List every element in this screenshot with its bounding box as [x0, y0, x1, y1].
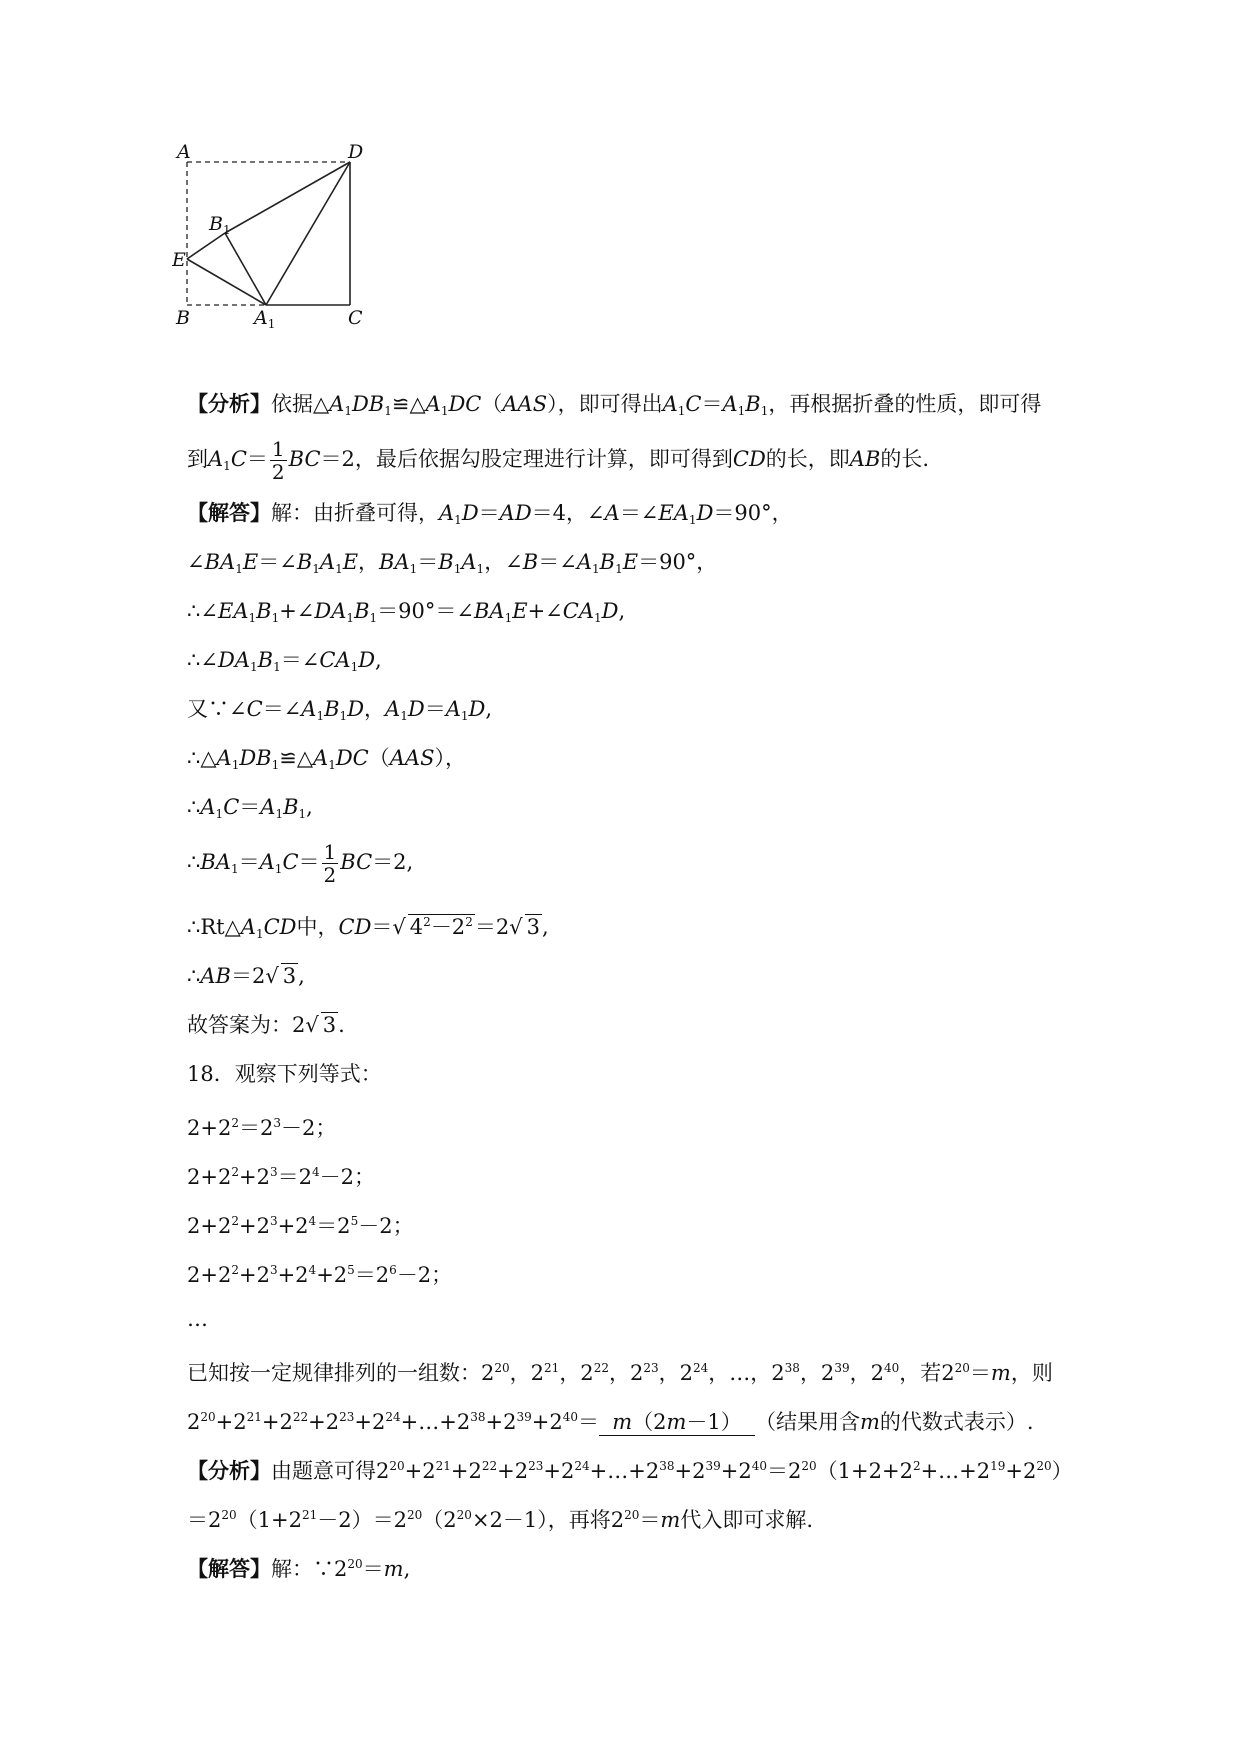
- analysis-tag: 【分析】: [187, 1459, 271, 1483]
- solution-line-6: $\therefore\triangle A_1DB_1≌\triangle A_1DC(AAS)$，: [187, 746, 466, 772]
- analysis-line-2: 到$A_1C=$ $\frac{1}{2}$ BC＝2，最后依据勾股定理进行计算，即可得到CD的长，即AB的长.: [187, 437, 930, 484]
- equation-3: $2+2^2+2^3+2^4=2^5-2$；: [187, 1214, 414, 1238]
- label-c: C: [348, 307, 363, 329]
- solution-line-7: $\therefore A_1C=A_1B_1$,: [187, 795, 313, 821]
- sqrt-three: √ 3: [305, 1013, 337, 1037]
- known-sequence-line: 已知按一定规律排列的一组数：$2^{20}$，$2^{21}$，$2^{22}$，$2^{23}$，$2^{24}$，…，$2^{38}$，$2^{39}$，$2^{40}$，若$2^{20}=m$，则: [187, 1361, 1053, 1385]
- fraction-one-half: $\frac{1}{2}$: [323, 840, 337, 887]
- sqrt-three: √ 3: [265, 964, 297, 988]
- ellipsis-line: …: [187, 1307, 208, 1331]
- edge-b1a1: [225, 233, 266, 305]
- fold-line-ea1: [187, 259, 266, 305]
- equation-2: $2+2^2+2^3=2^4-2$；: [187, 1165, 375, 1189]
- fold-line-da1: [266, 162, 350, 305]
- edge-db1: [225, 162, 350, 233]
- analysis-18-line-2: $=2^{20}(1+2^{21}-2)=2^{20}(2^{20}\times 2-1)$，再将$2^{20}=m$代入即可求解.: [187, 1508, 814, 1532]
- equation-1: $2+2^2=2^3-2$；: [187, 1116, 337, 1140]
- sqrt-expression: √ $4^2-2^2$: [392, 915, 473, 939]
- answer-line: 故答案为：2√ 3.: [187, 1001, 1087, 1050]
- solution-18-line-1: 【解答】解：$\because 2^{20}=m$,: [187, 1557, 411, 1581]
- analysis-18-line-1: 【分析】由题意可得$2^{20}+2^{21}+2^{22}+2^{23}+2^{24}+\dots+2^{38}+2^{39}+2^{40}=2^{20}(1+2+2^2+\dots+2^{19}+2^{20})$: [187, 1459, 1073, 1483]
- geometry-figure: [172, 138, 382, 368]
- edge-eb1: [187, 233, 225, 259]
- sqrt-three: √ 3: [509, 915, 540, 939]
- document-body: [187, 380, 1087, 1589]
- solution-line-5: 又$\because\angle C=\angle A_1B_1D$，$A_1D=A_1D$,: [187, 697, 493, 723]
- sum-answer-line: $2^{20}+2^{21}+2^{22}+2^{23}+2^{24}+\dots+2^{38}+2^{39}+2^{40}= m(2m-1)$ （结果用含m的代数式表示）.: [187, 1410, 1034, 1434]
- equation-4: $2+2^2+2^3+2^4+2^5=2^6-2$；: [187, 1263, 453, 1287]
- solution-line-3: $\therefore\angle EA_1B_1+\angle DA_1B_1=90^\circ=\angle BA_1E+\angle CA_1D$,: [187, 599, 626, 625]
- analysis-line-1: 【分析】依据$\triangle A_1DB_1≌\triangle A_1DC(AAS)$，即可得出$A_1C=A_1B_1$，再根据折叠的性质，即可得: [187, 392, 1042, 418]
- question-18-title: 18．观察下列等式：: [187, 1062, 382, 1086]
- label-b: B: [176, 307, 190, 329]
- solution-line-4: $\therefore\angle DA_1B_1=\angle CA_1D$,: [187, 648, 382, 674]
- solution-line-2: $\angle BA_1E=\angle B_1A_1E$，$BA_1=B_1A_1$，$\angle B=\angle A_1B_1E=90^\circ$，: [187, 550, 718, 576]
- square-folding-diagram: [172, 138, 382, 368]
- solution-line-8: $\therefore BA_1=A_1C=$ $\frac{1}{2}$ BC＝2,: [187, 840, 414, 887]
- label-b1: $B_1$: [209, 213, 231, 237]
- label-d: D: [348, 141, 364, 163]
- solution-tag: 【解答】: [187, 1557, 271, 1581]
- solution-line-10: ∴AB＝2√ 3,: [187, 952, 1087, 1001]
- solution-tag: 【解答】: [187, 501, 271, 525]
- fraction-one-half: $\frac{1}{2}$: [271, 437, 285, 484]
- label-a1: $A_1$: [254, 307, 276, 331]
- solution-line-9: $\therefore Rt\triangle A_1CD$中，CD＝√ $4^2-2^2=2√$ 3,: [187, 892, 1087, 952]
- label-e: E: [172, 249, 186, 271]
- analysis-tag: 【分析】: [187, 392, 271, 416]
- answer-blank: m（2m－1）: [599, 1409, 755, 1436]
- solution-line-1: 【解答】解：由折叠可得，$A_1D=AD=4$，$\angle A=\angle EA_1D=90^\circ$，: [187, 501, 793, 527]
- label-a: A: [177, 141, 191, 163]
